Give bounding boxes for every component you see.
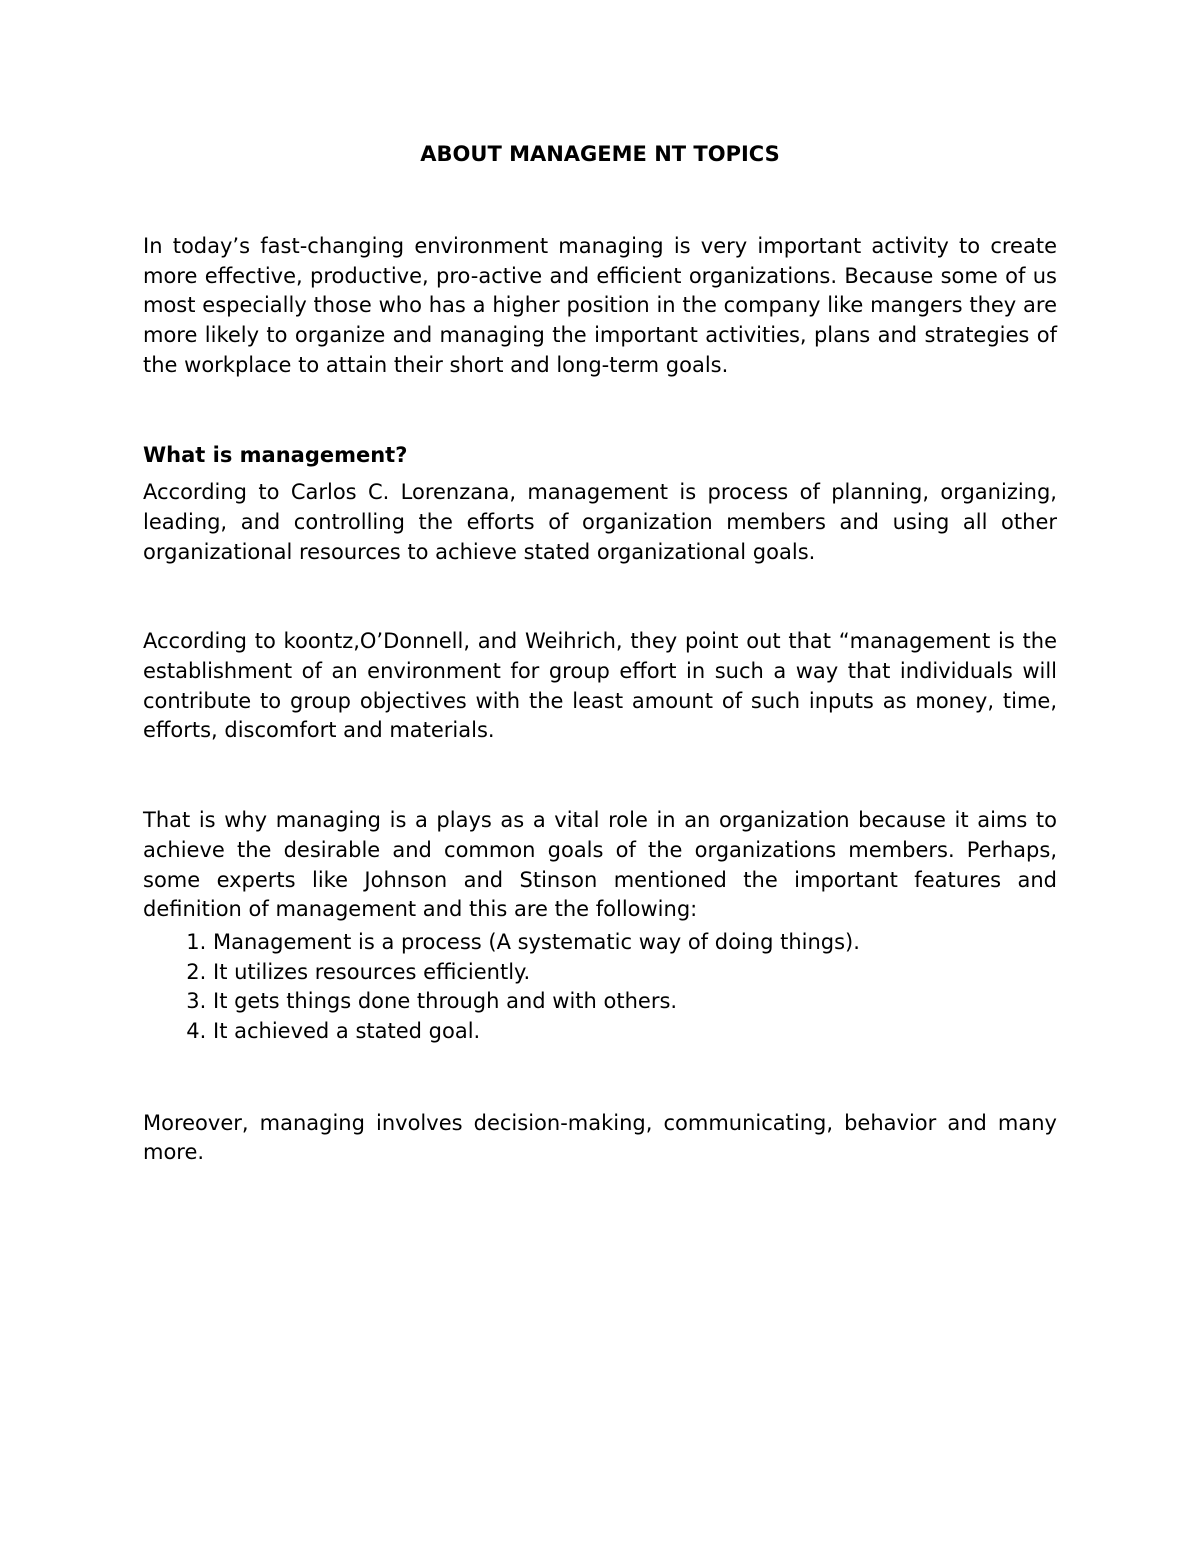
- list-item: 3. It gets things done through and with others.: [213, 987, 1057, 1017]
- intro-paragraph: In today’s fast-changing environment managing is very important activity to create more effective, productive, pro-active and efficient organizations. Because some of us most especially those who has a higher position in the company like mangers they are more likely to organize and managing the important activities, plans and strategies of the workplace to attain their short and long-term goals.: [143, 234, 1057, 377]
- lorenzana-paragraph: According to Carlos C. Lorenzana, management is process of planning, organizing, leading, and controlling the efforts of organization members and using all other organizational resources to achieve stated organizational goals.: [143, 480, 1057, 564]
- list-item: 2. It utilizes resources efficiently.: [213, 958, 1057, 988]
- closing-paragraph: Moreover, managing involves decision-making, communicating, behavior and many more.: [143, 1110, 1057, 1165]
- role-paragraph: That is why managing is a plays as a vital role in an organization because it aims to achieve the desirable and common goals of the organizations members. Perhaps, some experts like Johnson and Stinson mentioned the important features and definition of management and this are the following:: [143, 808, 1057, 922]
- document-body: [143, 140, 1057, 1168]
- section-heading: What is management?: [143, 442, 408, 467]
- features-list: [143, 928, 1057, 1047]
- list-item: 1. Management is a process (A systematic way of doing things).: [213, 928, 1057, 958]
- document-title: ABOUT MANAGEME NT TOPICS: [420, 142, 780, 166]
- koontz-paragraph: According to koontz,O’Donnell, and Weihrich, they point out that “management is the establishment of an environment for group effort in such a way that individuals will contribute to group objectives with the least amount of such inputs as money, time, efforts, discomfort and materials.: [143, 629, 1057, 743]
- list-item: 4. It achieved a stated goal.: [213, 1017, 1057, 1047]
